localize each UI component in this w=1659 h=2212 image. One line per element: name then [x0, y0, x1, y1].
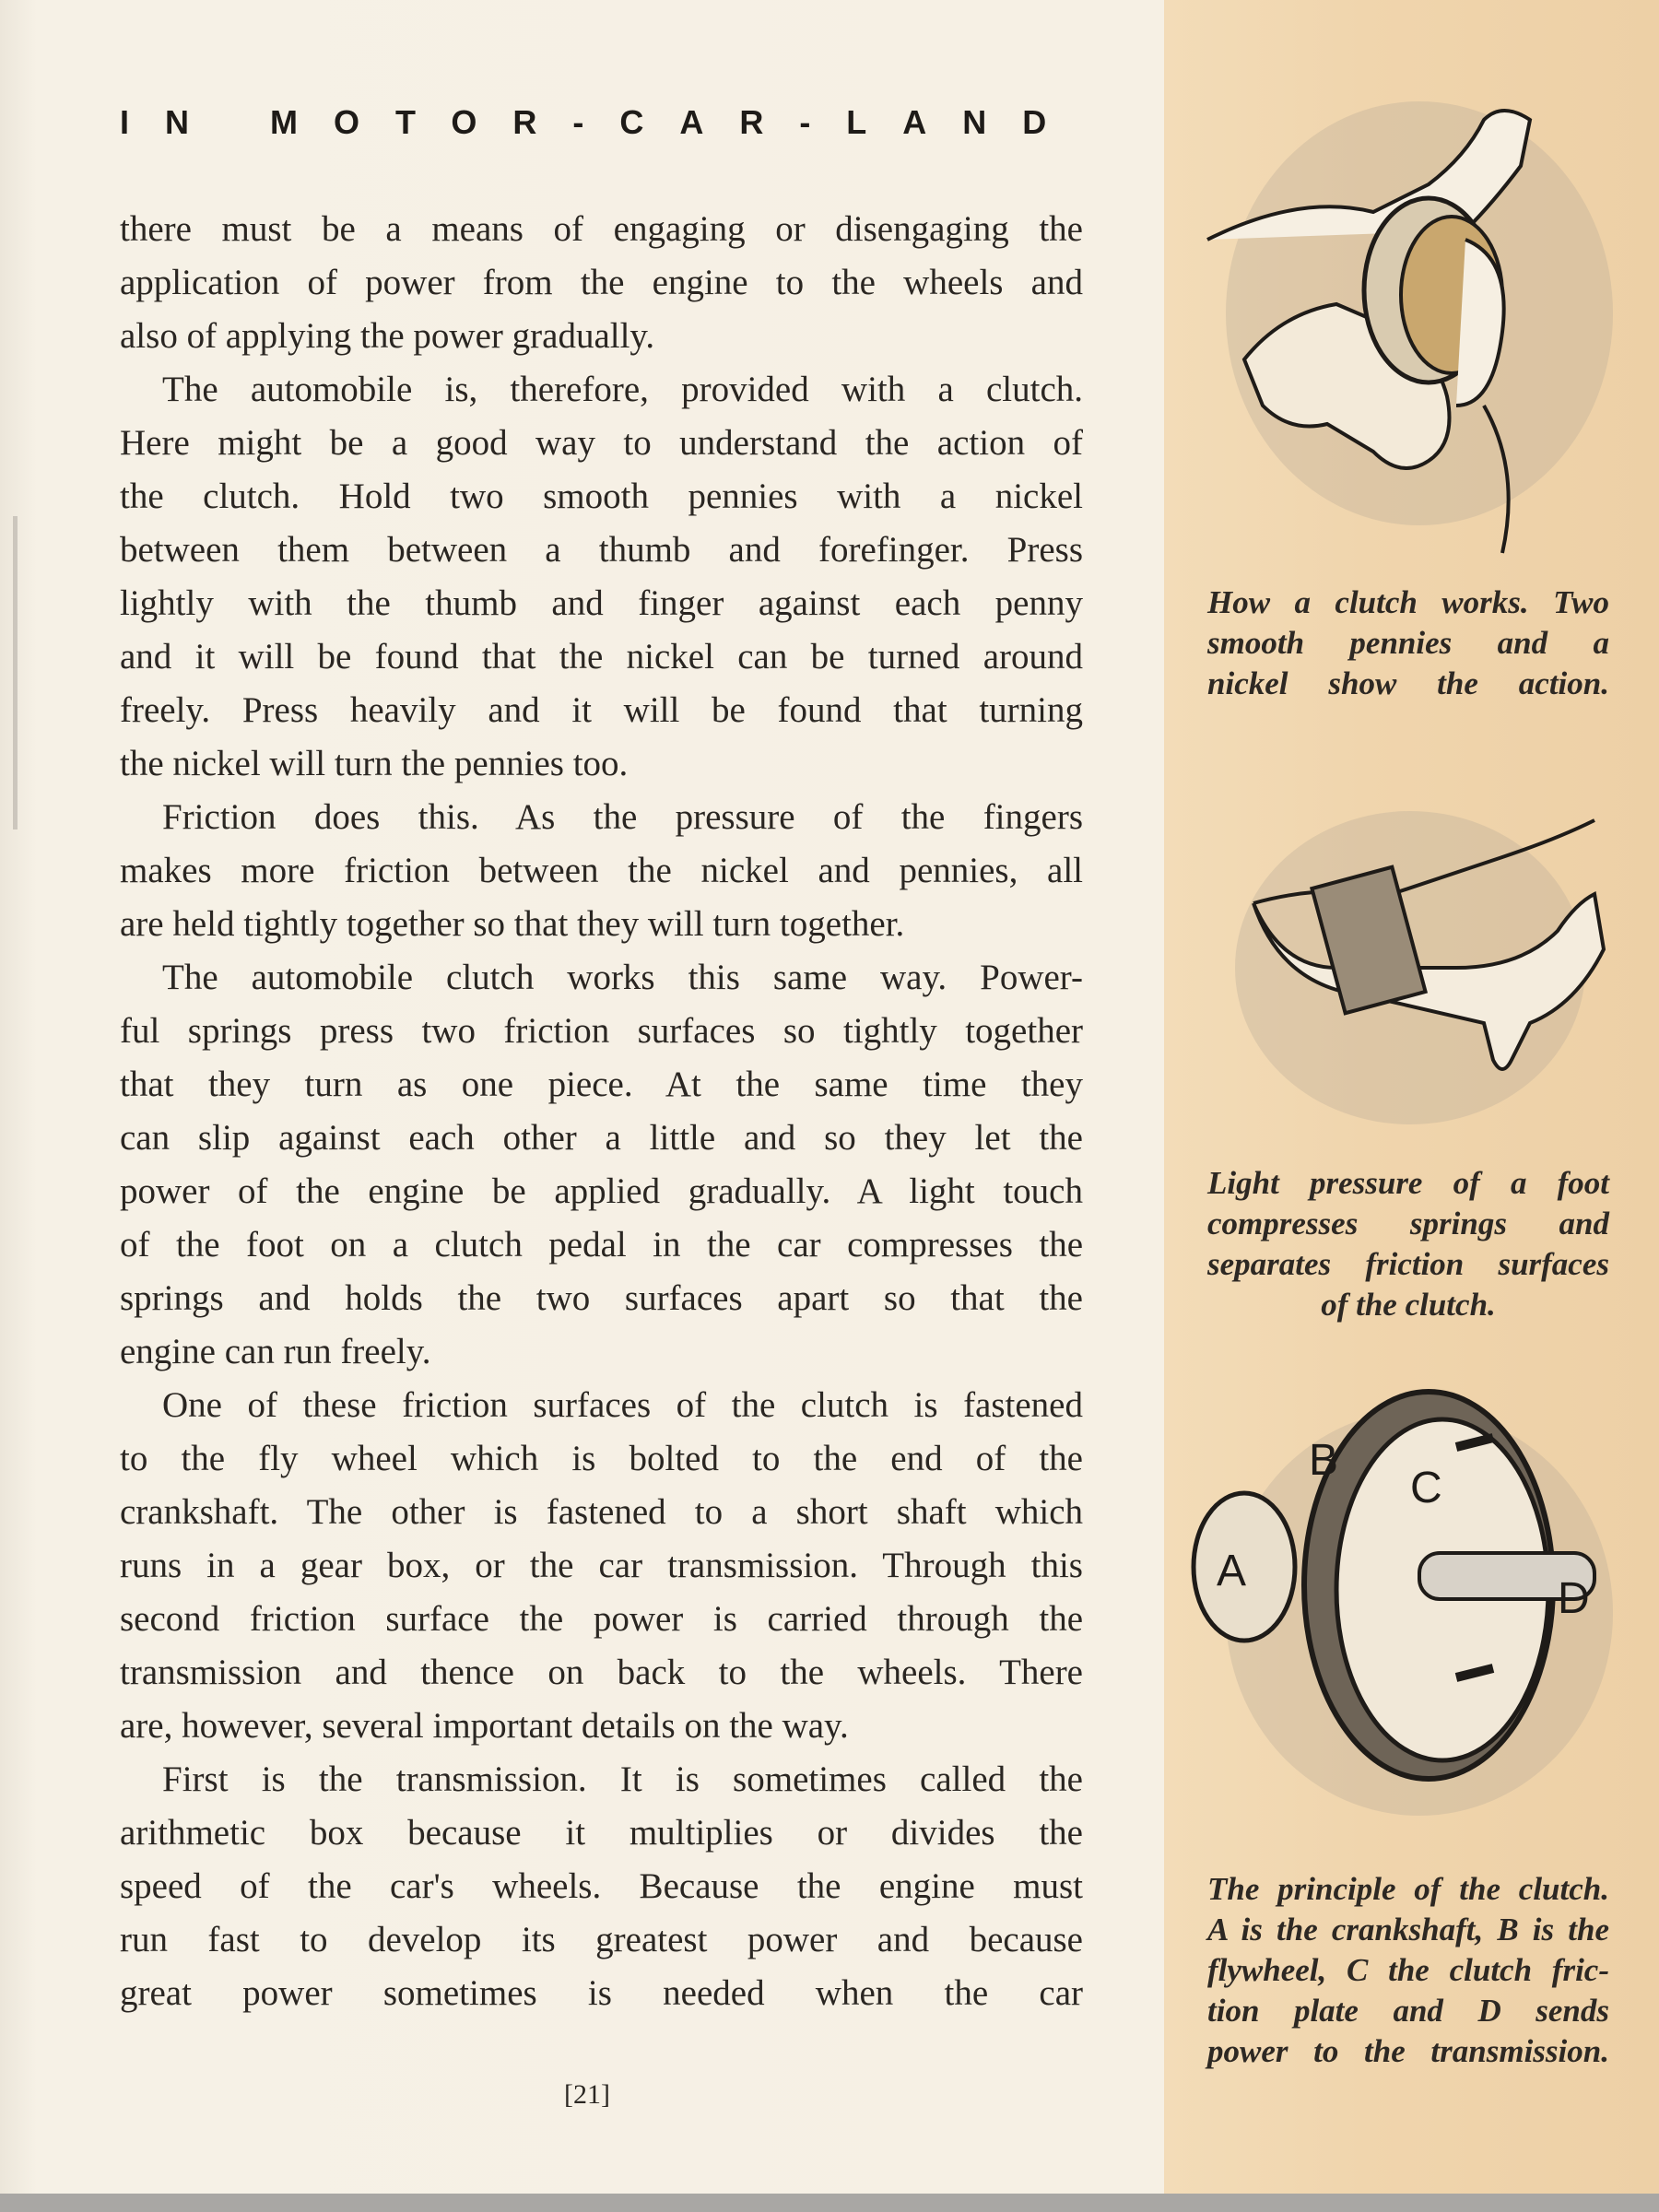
paragraph	[120, 203, 1083, 363]
text-line: second friction surface the power is carried through the	[120, 1599, 1083, 1639]
text-line: power of the engine be applied gradually. A light touch	[120, 1171, 1083, 1211]
text-line: of the foot on a clutch pedal in the car compresses the	[120, 1225, 1083, 1265]
text-line: One of these friction surfaces of the clutch is fastened	[162, 1385, 1083, 1425]
scan-edge	[0, 2194, 1659, 2212]
caption-light-pressure	[1207, 1163, 1609, 1325]
text-line: Friction does this. As the pressure of the fingers	[162, 797, 1083, 837]
label-a: A	[1217, 1547, 1247, 1595]
text-line: transmission and thence on back to the wheels. There	[120, 1653, 1083, 1692]
text-line: First is the transmission. It is sometimes called the	[162, 1759, 1083, 1799]
text-line: speed of the car's wheels. Because the engine must	[120, 1866, 1083, 1906]
paragraph	[120, 951, 1083, 1379]
clutch-principle-diagram	[1180, 1373, 1622, 1825]
text-line: also of applying the power gradually.	[120, 316, 655, 356]
text-line: can slip against each other a little and so they let the	[120, 1118, 1083, 1158]
text-line: lightly with the thumb and finger against each penny	[120, 583, 1083, 623]
text-line: are held tightly together so that they will turn together.	[120, 904, 905, 944]
caption-clutch-principle	[1207, 1869, 1609, 2072]
paragraph	[120, 1753, 1083, 2020]
paragraph	[120, 363, 1083, 791]
text-line: arithmetic box because it multiplies or divides the	[120, 1813, 1083, 1853]
text-line: The automobile is, therefore, provided with a clutch.	[162, 370, 1083, 409]
caption-line: A is the crankshaft, B is the	[1207, 1912, 1609, 1947]
caption-clutch-works	[1207, 582, 1609, 704]
text-line: there must be a means of engaging or disengaging the	[120, 209, 1083, 249]
text-line: to the fly wheel which is bolted to the end of the	[120, 1439, 1083, 1478]
text-line: springs and holds the two surfaces apart so that the	[120, 1278, 1083, 1318]
hand-pennies-illustration	[1189, 55, 1622, 571]
caption-line: How a clutch works. Two	[1207, 584, 1609, 620]
text-line: and it will be found that the nickel can be turned around	[120, 637, 1083, 677]
label-b: B	[1309, 1436, 1339, 1485]
text-line: run fast to develop its greatest power and because	[120, 1920, 1083, 1959]
text-line: that they turn as one piece. At the same time they	[120, 1065, 1083, 1104]
page-number: [21]	[564, 2079, 610, 2110]
paragraph	[120, 1379, 1083, 1753]
caption-line: compresses springs and	[1207, 1206, 1609, 1241]
label-d: D	[1558, 1574, 1590, 1623]
caption-line: of the clutch.	[1321, 1287, 1496, 1323]
caption-line: Light pressure of a foot	[1207, 1165, 1609, 1201]
label-c: C	[1410, 1464, 1442, 1512]
text-line: ful springs press two friction surfaces so tightly together	[120, 1011, 1083, 1051]
text-line: The automobile clutch works this same way. Power-	[162, 958, 1083, 997]
caption-line: power to the transmission.	[1207, 2033, 1609, 2069]
text-line: Here might be a good way to understand the action of	[120, 423, 1083, 463]
running-title: IN MOTOR-CAR-LAND	[120, 103, 1083, 141]
caption-line: nickel show the action.	[1207, 665, 1609, 701]
text-line: between them between a thumb and forefinger. Press	[120, 530, 1083, 570]
caption-line: flywheel, C the clutch fric-	[1207, 1952, 1609, 1988]
caption-line: smooth pennies and a	[1207, 625, 1609, 661]
foot-pedal-illustration	[1226, 783, 1613, 1143]
text-line: makes more friction between the nickel and pennies, all	[120, 851, 1083, 890]
body-text	[120, 203, 1083, 2020]
text-line: great power sometimes is needed when the car	[120, 1973, 1083, 2013]
caption-line: separates friction surfaces	[1207, 1246, 1609, 1282]
text-line: the clutch. Hold two smooth pennies with a nickel	[120, 477, 1083, 516]
text-line: the nickel will turn the pennies too.	[120, 744, 629, 783]
paragraph	[120, 791, 1083, 951]
caption-line: tion plate and D sends	[1207, 1993, 1609, 2029]
text-line: crankshaft. The other is fastened to a short shaft which	[120, 1492, 1083, 1532]
text-line: application of power from the engine to the wheels and	[120, 263, 1083, 302]
text-line: are, however, several important details on the way.	[120, 1706, 849, 1746]
binding-shadow	[13, 516, 18, 830]
text-line: engine can run freely.	[120, 1332, 431, 1371]
caption-line: The principle of the clutch.	[1207, 1871, 1609, 1907]
text-line: runs in a gear box, or the car transmission. Through this	[120, 1546, 1083, 1585]
text-line: freely. Press heavily and it will be found that turning	[120, 690, 1083, 730]
